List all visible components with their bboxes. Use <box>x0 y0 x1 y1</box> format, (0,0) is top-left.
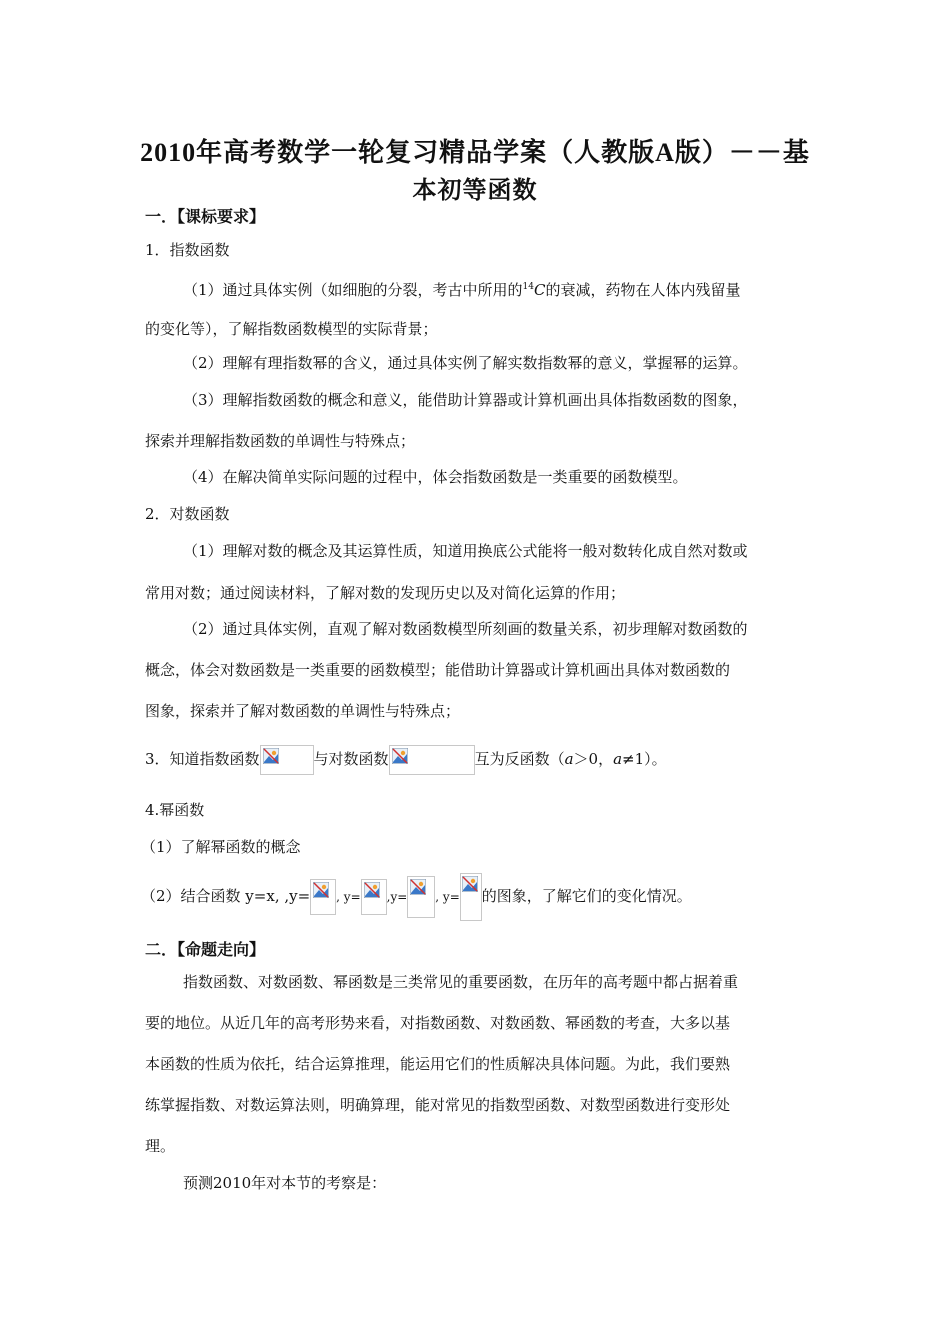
paragraph-line: 常用对数；通过阅读材料，了解对数的发现历史以及对简化运算的作用； <box>145 584 626 602</box>
paragraph-line: 要的地位。从近几年的高考形势来看，对指数函数、对数函数、幂函数的考查，大多以基 <box>145 1014 731 1032</box>
broken-image-icon <box>260 745 314 775</box>
heading-logarithm: 2．对数函数 <box>145 505 230 523</box>
document-title-line1: 2010年高考数学一轮复习精品学案（人教版A版）－－基 <box>140 138 810 167</box>
broken-image-icon <box>389 745 475 775</box>
paragraph-line: （1）理解对数的概念及其运算性质，知道用换底公式能将一般对数转化成自然对数或 <box>183 542 748 560</box>
paragraph-line: （3）理解指数函数的概念和意义，能借助计算器或计算机画出具体指数函数的图象， <box>183 391 748 409</box>
paragraph-line: （1）通过具体实例（如细胞的分裂，考古中所用的$^{14}$C的衰减，药物在人体内残留量 <box>183 281 741 299</box>
paragraph-line: （2）理解有理指数幂的含义，通过具体实例了解实数指数幂的意义，掌握幂的运算。 <box>183 354 748 372</box>
paragraph-line: 探索并理解指数函数的单调性与特殊点； <box>145 432 416 450</box>
document-title-line2: 本初等函数 <box>412 178 538 204</box>
section-heading-requirements: 一．【课标要求】 <box>145 207 266 226</box>
paragraph-line: 概念，体会对数函数是一类重要的函数模型；能借助计算器或计算机画出具体对数函数的 <box>145 661 731 679</box>
paragraph-line: 理。 <box>145 1137 176 1155</box>
broken-image-icon <box>310 879 336 915</box>
broken-image-icon <box>460 873 482 921</box>
broken-image-icon <box>361 879 387 915</box>
paragraph-line: （4）在解决简单实际问题的过程中，体会指数函数是一类重要的函数模型。 <box>183 468 688 486</box>
paragraph-line: 本函数的性质为依托，结合运算推理，能运用它们的性质解决具体问题。为此，我们要熟 <box>145 1055 731 1073</box>
paragraph-line: 的变化等），了解指数函数模型的实际背景； <box>145 320 438 338</box>
section-heading-trends: 二．【命题走向】 <box>145 940 266 959</box>
paragraph-line: 指数函数、对数函数、幂函数是三类常见的重要函数，在历年的高考题中都占据着重 <box>183 973 739 991</box>
broken-image-icon <box>407 876 435 918</box>
paragraph-line: 预测2010年对本节的考察是： <box>183 1174 387 1192</box>
heading-power: 4.幂函数 <box>145 801 205 819</box>
paragraph-inverse-functions: 3．知道指数函数 与对数函数 互为反函数（a＞0，a≠1）。 <box>145 744 667 775</box>
paragraph-line: （1）了解幂函数的概念 <box>141 838 301 856</box>
paragraph-line: （2）通过具体实例，直观了解对数函数模型所刻画的数量关系，初步理解对数函数的 <box>183 620 748 638</box>
paragraph-line: 练掌握指数、对数运算法则，明确算理，能对常见的指数型函数、对数型函数进行变形处 <box>145 1096 731 1114</box>
paragraph-power-functions: （2）结合函数 y=x, ,y= , y= ,y= , y= 的图象，了解它们的变化情况。 <box>141 873 692 921</box>
paragraph-line: 图象，探索并了解对数函数的单调性与特殊点； <box>145 702 461 720</box>
heading-exponential: 1．指数函数 <box>145 241 230 259</box>
